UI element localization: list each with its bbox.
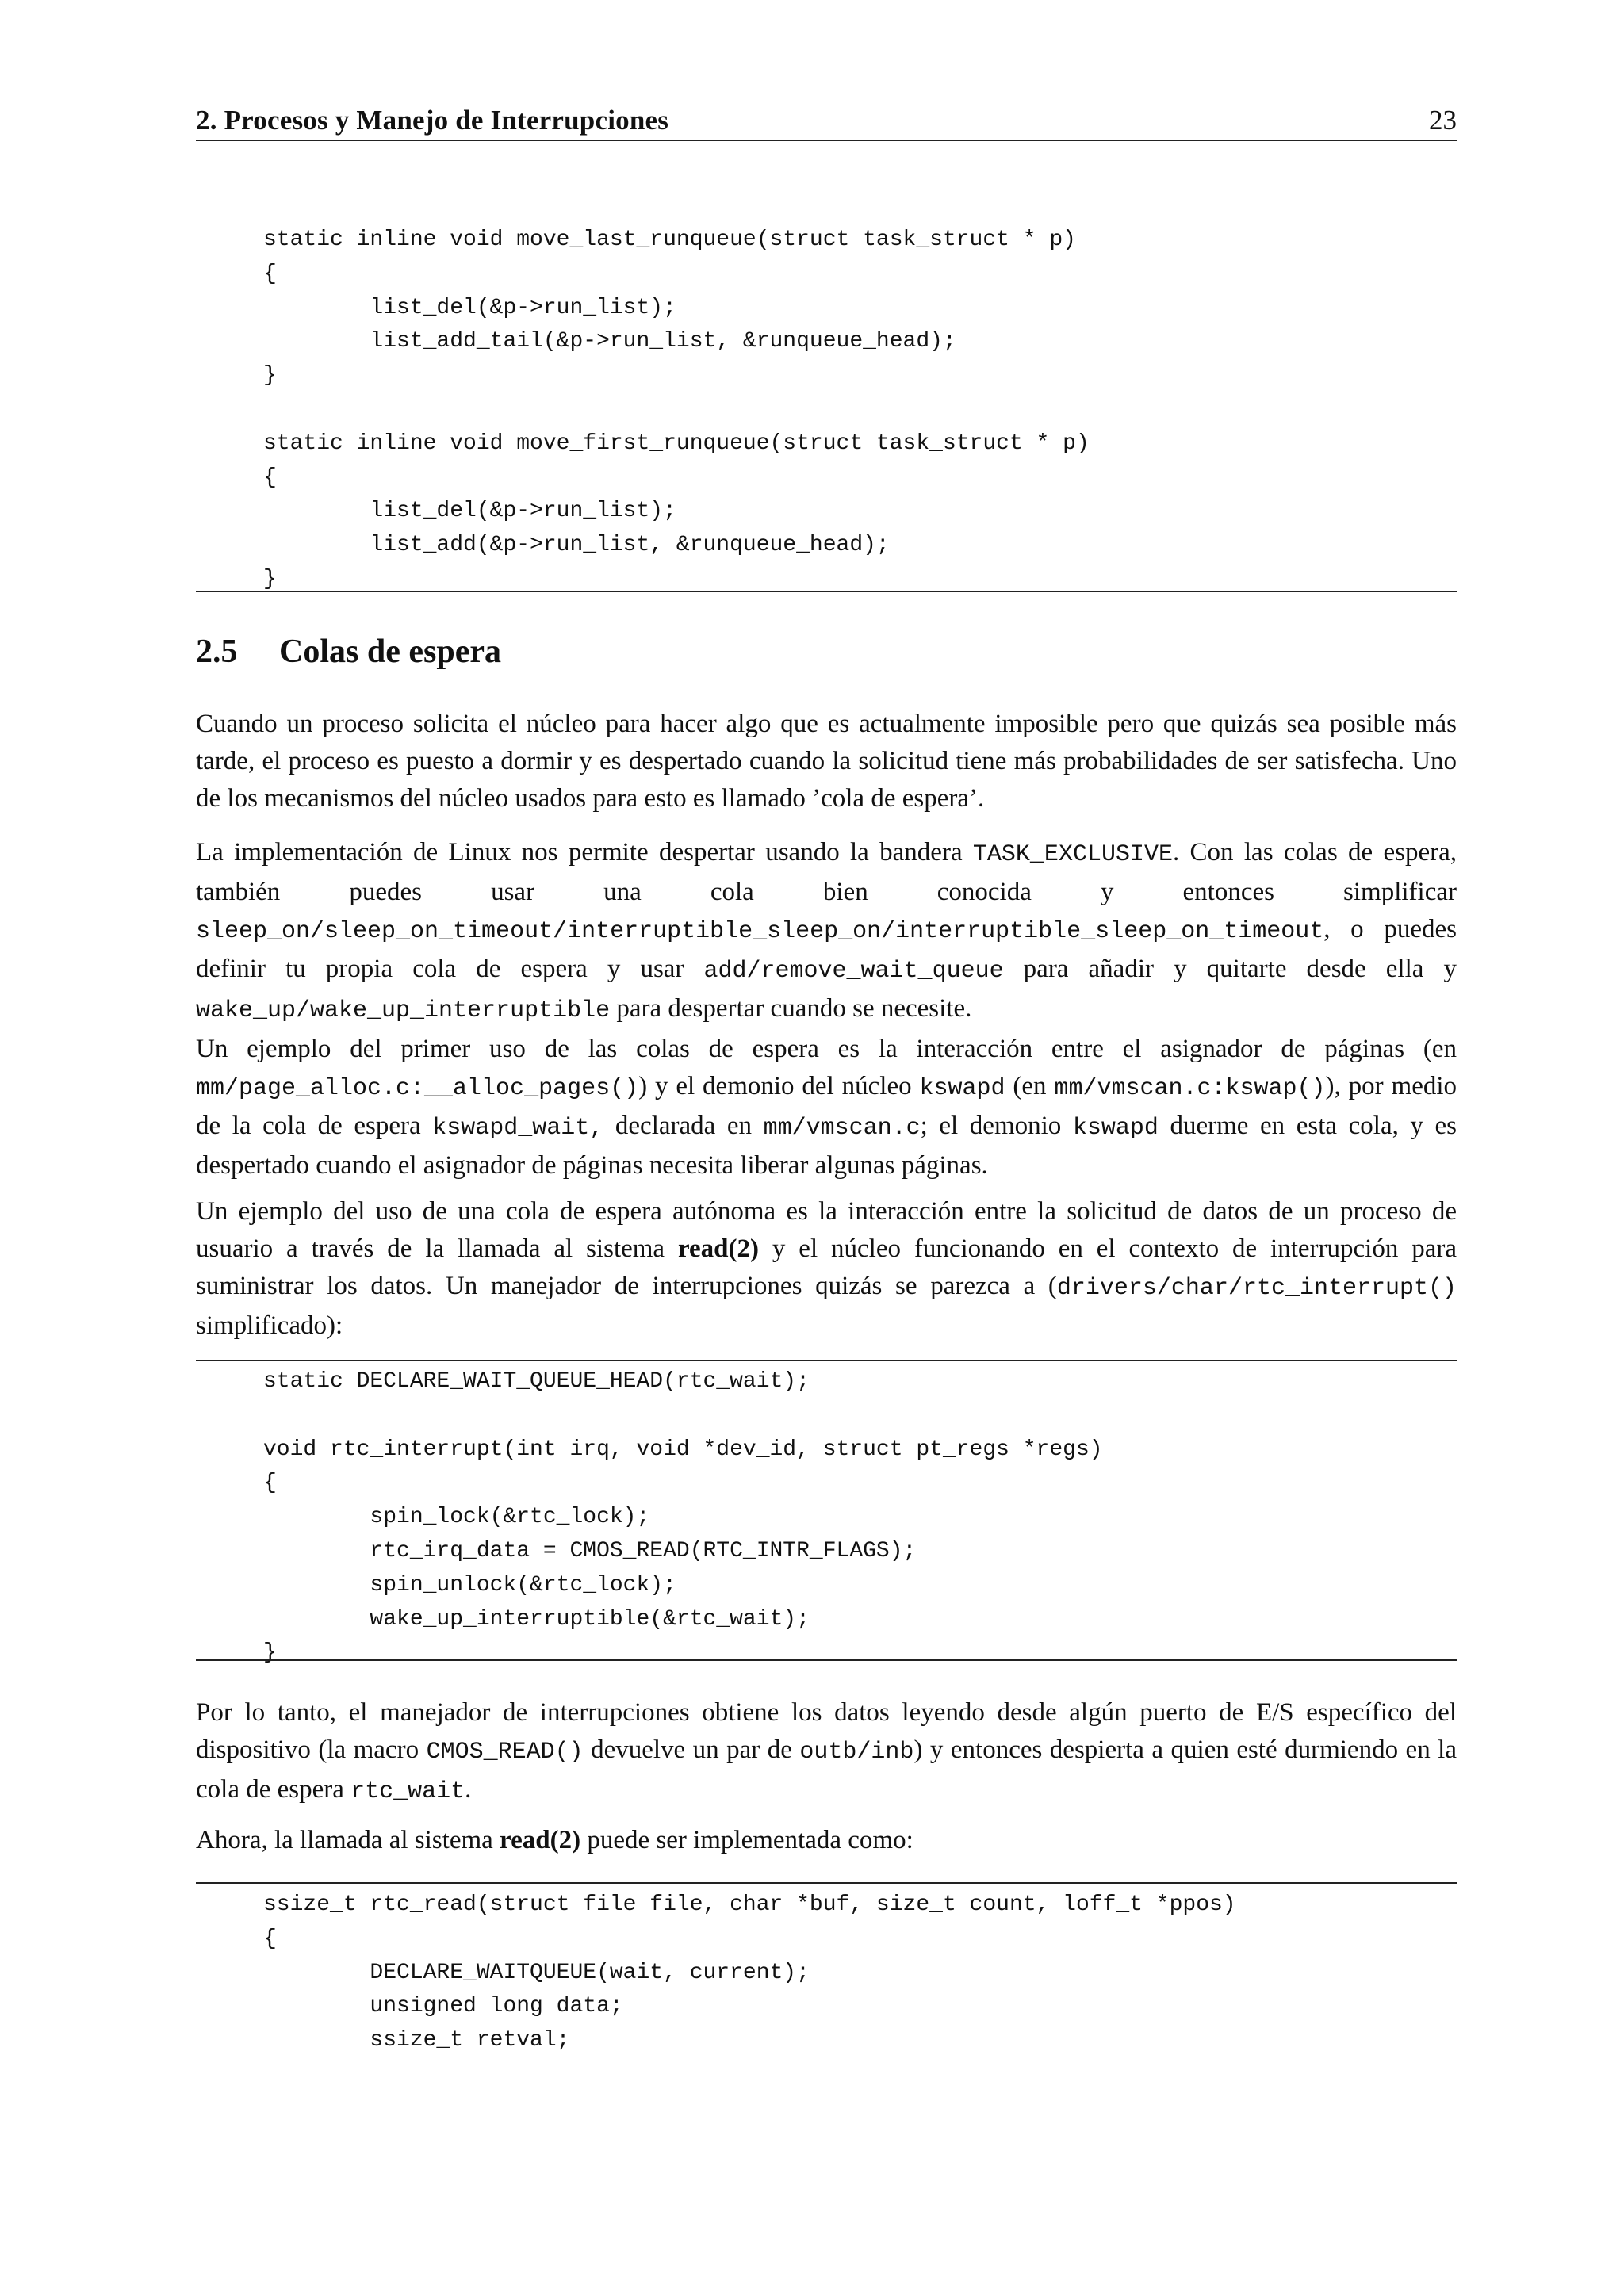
chapter-title: 2. Procesos y Manejo de Interrupciones [196,105,669,136]
section-number: 2.5 [196,633,238,670]
section-heading [196,633,501,671]
code-block-runqueue: static inline void move_last_runqueue(struct task_struct * p) { list_del(&p->run_list); list_add_tail(&p->run_list, &runqueue_head); } static inline void move_first_runqueue(struct task_struct * p) { list_del(&p->run_list); list_add(&p->run_list, &runqueue_head); } [263,228,1090,591]
page-number: 23 [1429,105,1457,136]
paragraph-linux-implementation: La implementación de Linux nos permite despertar usando la bandera TASK_EXCLUSIVE. Con las colas de espera, también puedes usar una cola bien conocida y entonces simplificar sleep_on/sleep_on_timeout/interruptible_sleep_on/interruptible_sleep_on_timeout, o puedes definir tu propia cola de espera y usar add/remove_wait_queue para añadir y quitarte desde ella y wake_up/wake_up_interruptible para despertar cuando se necesite. [196,838,1457,1024]
paragraph-intro: Cuando un proceso solicita el núcleo para hacer algo que es actualmente imposible pero que quizás sea posible más tarde, el proceso es puesto a dormir y es despertado cuando la solicitud tiene más probabilidades de ser satisfecha. Uno de los mecanismos del núcleo usados para esto es llamado ’cola de espera’. [196,710,1457,813]
code-block-top-rule [196,1882,1457,1884]
code-block-top-rule [196,1360,1457,1361]
paragraph-kswapd-example: Un ejemplo del primer uso de las colas de espera es la interacción entre el asignador de páginas (en mm/page_alloc.c:__alloc_pages()) y el demonio del núcleo kswapd (en mm/vmscan.c:kswap()), por medio de la cola de espera kswapd_wait, declarada en mm/vmscan.c; el demonio kswapd duerme en esta cola, y es despertado cuando el asignador de páginas necesita liberar algunas páginas. [196,1035,1457,1180]
code-block-bottom-rule [196,591,1457,592]
paragraph-read-intro: Ahora, la llamada al sistema read(2) puede ser implementada como: [196,1826,914,1854]
code-block-rtc-interrupt: static DECLARE_WAIT_QUEUE_HEAD(rtc_wait); void rtc_interrupt(int irq, void *dev_id, struct pt_regs *regs) { spin_lock(&rtc_lock); rtc_irq_data = CMOS_READ(RTC_INTR_FLAGS); spin_unlock(&rtc_lock); wake_up_interruptible(&rtc_wait); } [263,1369,1103,1666]
running-header [196,103,1457,141]
code-block-rtc-read: ssize_t rtc_read(struct file file, char *buf, size_t count, loff_t *ppos) { DECLARE_WAITQUEUE(wait, current); unsigned long data; ssize_t retval; [263,1892,1236,2053]
paragraph-handler-explanation: Por lo tanto, el manejador de interrupciones obtiene los datos leyendo desde algún puerto de E/S específico del dispositivo (la macro CMOS_READ() devuelve un par de outb/inb) y entonces despierta a quien esté durmiendo en la cola de espera rtc_wait. [196,1698,1457,1805]
paragraph-autonomous-queue: Un ejemplo del uso de una cola de espera autónoma es la interacción entre la solicitud de datos de un proceso de usuario a través de la llamada al sistema read(2) y el núcleo funcionando en el contexto de interrupción para suministrar los datos. Un manejador de interrupciones quizás se parezca a (drivers/char/rtc_interrupt() simplificado): [196,1197,1457,1340]
code-block-bottom-rule [196,1659,1457,1661]
section-title: Colas de espera [279,633,501,670]
